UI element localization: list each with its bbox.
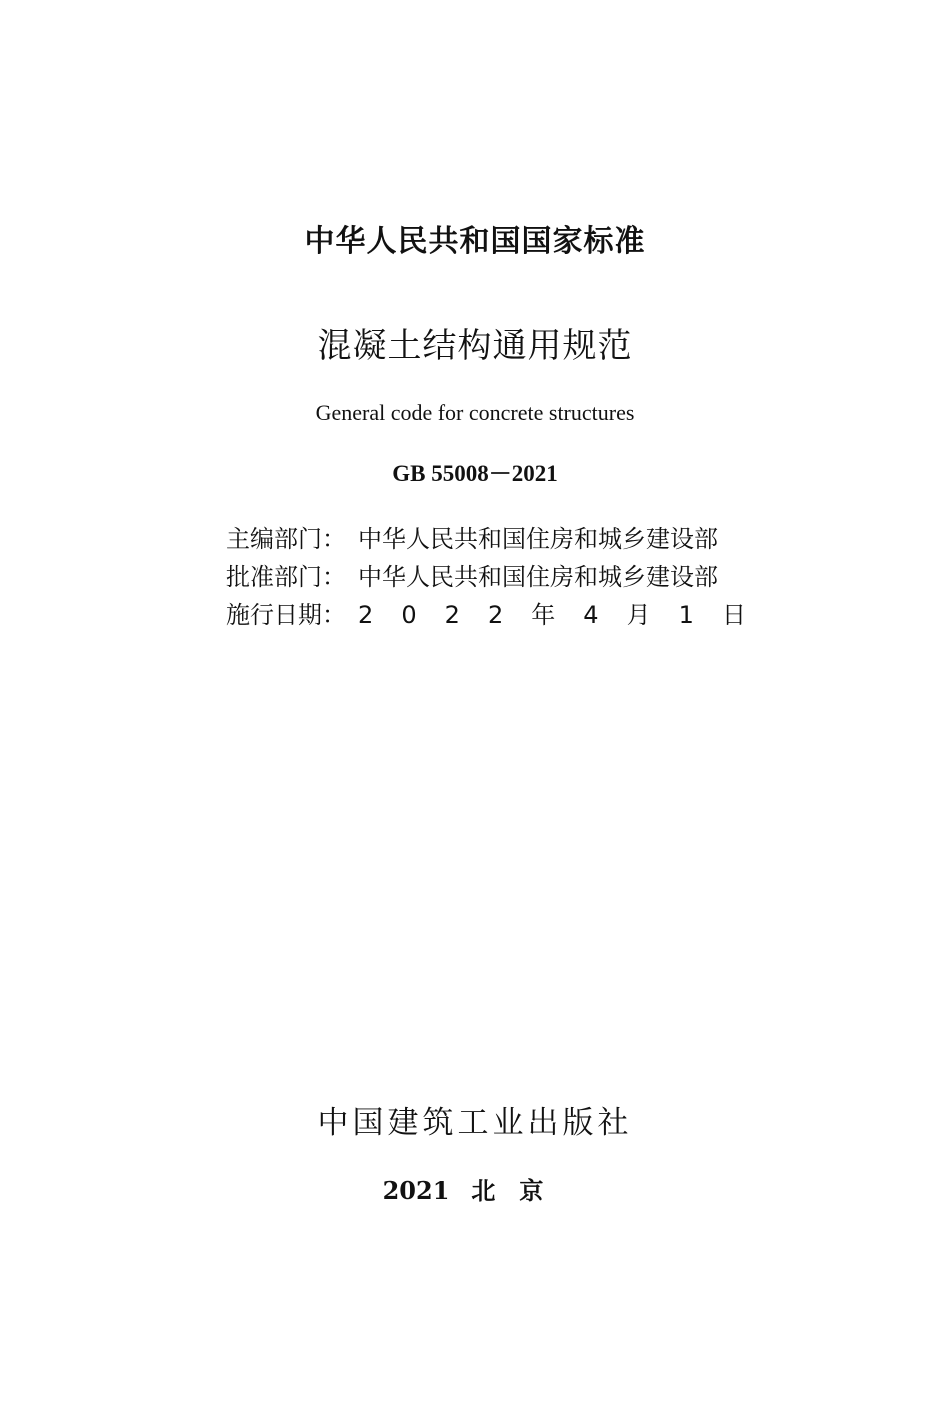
date-char: 年 xyxy=(531,601,556,629)
approver-row xyxy=(226,558,746,596)
date-char: 0 xyxy=(401,601,417,629)
title-chinese: 混凝土结构通用规范 xyxy=(317,326,633,366)
title-english: General code for concrete structures xyxy=(315,400,635,425)
approver-value: 中华人民共和国住房和城乡建设部 xyxy=(358,563,718,591)
editor-value: 中华人民共和国住房和城乡建设部 xyxy=(358,525,718,553)
date-char: 1 xyxy=(678,601,694,629)
date-char: 日 xyxy=(721,601,746,629)
date-char: 月 xyxy=(626,601,651,629)
standard-number: GB 55008－2021 xyxy=(392,461,558,486)
date-char: 4 xyxy=(583,601,599,629)
date-char: 2 xyxy=(487,601,504,629)
editor-row xyxy=(226,520,746,558)
info-block xyxy=(226,520,746,634)
date-char: 2 xyxy=(358,601,374,629)
editor-label: 主编部门： xyxy=(226,525,346,553)
publication-city: 北京 xyxy=(471,1176,568,1205)
effective-date-value xyxy=(358,596,746,634)
publisher-name: 中国建筑工业出版社 xyxy=(317,1105,633,1141)
date-char: 2 xyxy=(444,601,460,629)
effective-date-row xyxy=(226,596,746,634)
effective-date-label: 施行日期： xyxy=(226,601,346,629)
publication-year: 2021 xyxy=(382,1176,450,1205)
standard-type: 中华人民共和国国家标准 xyxy=(304,224,646,259)
publication-line xyxy=(0,1174,950,1208)
approver-label: 批准部门： xyxy=(226,563,346,591)
